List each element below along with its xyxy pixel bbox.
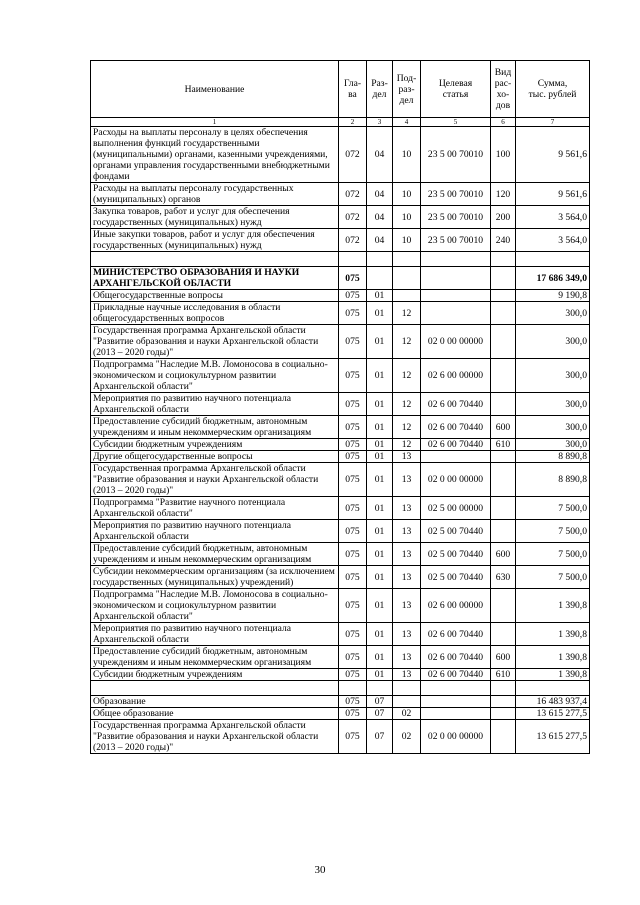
table-row xyxy=(91,463,590,497)
row-name: Субсидии некоммерческим организациям (за исключением государственных (муниципальных) учреждений) xyxy=(91,566,339,589)
table-row xyxy=(91,267,590,290)
column-number: 3 xyxy=(367,118,393,127)
row-podrazdel: 13 xyxy=(393,451,421,463)
table-row xyxy=(91,325,590,359)
table-row xyxy=(91,669,590,681)
table-row xyxy=(91,497,590,520)
row-amount: 7 500,0 xyxy=(516,566,590,589)
row-razdel: 01 xyxy=(367,302,393,325)
table-row xyxy=(91,708,590,720)
row-expense-type xyxy=(491,696,516,708)
table-row xyxy=(91,589,590,623)
row-name: Предоставление субсидий бюджетным, автономным учреждениям и иным некоммерческим организациям xyxy=(91,416,339,439)
row-target-article: 02 6 00 00000 xyxy=(421,589,491,623)
row-glava: 075 xyxy=(339,325,367,359)
column-number: 2 xyxy=(339,118,367,127)
row-razdel: 01 xyxy=(367,543,393,566)
budget-sheet xyxy=(90,60,589,754)
column-number: 7 xyxy=(516,118,590,127)
row-glava: 075 xyxy=(339,623,367,646)
row-name xyxy=(91,252,339,267)
row-target-article: 23 5 00 70010 xyxy=(421,206,491,229)
row-amount: 3 564,0 xyxy=(516,229,590,252)
row-target-article xyxy=(421,451,491,463)
row-podrazdel: 13 xyxy=(393,543,421,566)
row-amount: 1 390,8 xyxy=(516,589,590,623)
row-razdel: 01 xyxy=(367,463,393,497)
row-expense-type xyxy=(491,290,516,302)
row-expense-type xyxy=(491,302,516,325)
column-number: 5 xyxy=(421,118,491,127)
row-target-article: 02 6 00 00000 xyxy=(421,359,491,393)
row-expense-type xyxy=(491,393,516,416)
table-row xyxy=(91,566,590,589)
row-glava: 075 xyxy=(339,669,367,681)
row-expense-type xyxy=(491,463,516,497)
row-expense-type: 610 xyxy=(491,439,516,451)
row-glava: 072 xyxy=(339,127,367,183)
row-podrazdel: 02 xyxy=(393,720,421,754)
table-row xyxy=(91,229,590,252)
row-expense-type xyxy=(491,359,516,393)
row-target-article: 02 6 00 70440 xyxy=(421,393,491,416)
column-number-row xyxy=(91,118,590,127)
row-target-article: 02 5 00 70440 xyxy=(421,520,491,543)
row-razdel xyxy=(367,267,393,290)
row-razdel xyxy=(367,252,393,267)
table-row xyxy=(91,127,590,183)
row-podrazdel: 10 xyxy=(393,127,421,183)
table-row xyxy=(91,623,590,646)
row-glava: 075 xyxy=(339,359,367,393)
row-target-article: 02 6 00 70440 xyxy=(421,646,491,669)
row-podrazdel xyxy=(393,681,421,696)
row-razdel: 04 xyxy=(367,206,393,229)
row-glava: 075 xyxy=(339,708,367,720)
row-amount: 3 564,0 xyxy=(516,206,590,229)
row-glava: 075 xyxy=(339,720,367,754)
row-expense-type: 120 xyxy=(491,183,516,206)
row-amount xyxy=(516,681,590,696)
row-razdel: 07 xyxy=(367,720,393,754)
row-glava xyxy=(339,252,367,267)
row-glava: 072 xyxy=(339,229,367,252)
row-target-article xyxy=(421,681,491,696)
header-expense-type: Вид рас- хо- дов xyxy=(491,61,516,118)
row-podrazdel: 13 xyxy=(393,463,421,497)
row-glava: 075 xyxy=(339,416,367,439)
row-amount: 300,0 xyxy=(516,359,590,393)
row-name: Субсидии бюджетным учреждениям xyxy=(91,439,339,451)
row-name: Иные закупки товаров, работ и услуг для обеспечения государственных (муниципальных) нужд xyxy=(91,229,339,252)
row-expense-type xyxy=(491,708,516,720)
row-razdel: 01 xyxy=(367,646,393,669)
row-podrazdel: 13 xyxy=(393,669,421,681)
table-row xyxy=(91,416,590,439)
row-razdel: 01 xyxy=(367,393,393,416)
table-row xyxy=(91,720,590,754)
row-amount: 8 890,8 xyxy=(516,451,590,463)
row-expense-type: 600 xyxy=(491,646,516,669)
blank-row xyxy=(91,681,590,696)
row-target-article: 02 0 00 00000 xyxy=(421,463,491,497)
row-glava: 072 xyxy=(339,183,367,206)
row-target-article xyxy=(421,302,491,325)
row-amount: 16 483 937,4 xyxy=(516,696,590,708)
row-razdel: 01 xyxy=(367,439,393,451)
table-row xyxy=(91,646,590,669)
row-target-article: 02 5 00 70440 xyxy=(421,566,491,589)
row-glava: 075 xyxy=(339,290,367,302)
row-podrazdel xyxy=(393,267,421,290)
row-target-article: 23 5 00 70010 xyxy=(421,229,491,252)
row-glava: 075 xyxy=(339,520,367,543)
row-glava: 075 xyxy=(339,497,367,520)
row-expense-type xyxy=(491,325,516,359)
row-target-article: 02 6 00 70440 xyxy=(421,623,491,646)
row-amount: 300,0 xyxy=(516,393,590,416)
row-expense-type xyxy=(491,252,516,267)
row-expense-type: 600 xyxy=(491,543,516,566)
header-name: Наименование xyxy=(91,61,339,118)
row-target-article: 23 5 00 70010 xyxy=(421,127,491,183)
table-body xyxy=(91,127,590,754)
table-row xyxy=(91,206,590,229)
row-name: Расходы на выплаты персоналу в целях обеспечения выполнения функций государственными (муниципальными) органами, казенными учреждениями, органами управления государственными внебюджетными фондами xyxy=(91,127,339,183)
row-expense-type xyxy=(491,681,516,696)
row-target-article: 02 0 00 00000 xyxy=(421,720,491,754)
header-podrazdel: Под- раз- дел xyxy=(393,61,421,118)
row-name: Закупка товаров, работ и услуг для обеспечения государственных (муниципальных) нужд xyxy=(91,206,339,229)
row-podrazdel: 13 xyxy=(393,589,421,623)
row-target-article: 02 5 00 00000 xyxy=(421,497,491,520)
row-glava: 075 xyxy=(339,463,367,497)
page-number: 30 xyxy=(314,864,326,876)
table-row xyxy=(91,302,590,325)
row-name: Подпрограмма "Наследие М.В. Ломоносова в социально-экономическом и социокультурном развитии Архангельской области" xyxy=(91,359,339,393)
row-glava: 075 xyxy=(339,267,367,290)
row-amount: 13 615 277,5 xyxy=(516,720,590,754)
row-expense-type xyxy=(491,720,516,754)
header-razdel: Раз- дел xyxy=(367,61,393,118)
blank-row xyxy=(91,252,590,267)
row-name: Государственная программа Архангельской области "Развитие образования и науки Архангельской области (2013 – 2020 годы)" xyxy=(91,325,339,359)
row-podrazdel: 02 xyxy=(393,708,421,720)
row-name: Подпрограмма "Наследие М.В. Ломоносова в социально-экономическом и социокультурном развитии Архангельской области" xyxy=(91,589,339,623)
row-expense-type: 200 xyxy=(491,206,516,229)
row-podrazdel: 12 xyxy=(393,393,421,416)
row-razdel: 01 xyxy=(367,669,393,681)
table-row xyxy=(91,696,590,708)
row-expense-type: 240 xyxy=(491,229,516,252)
row-razdel xyxy=(367,681,393,696)
row-podrazdel: 10 xyxy=(393,183,421,206)
row-amount xyxy=(516,252,590,267)
row-name: Другие общегосударственные вопросы xyxy=(91,451,339,463)
row-amount: 9 561,6 xyxy=(516,183,590,206)
row-razdel: 07 xyxy=(367,696,393,708)
row-expense-type xyxy=(491,623,516,646)
budget-table xyxy=(90,60,590,754)
row-glava: 075 xyxy=(339,646,367,669)
row-expense-type: 610 xyxy=(491,669,516,681)
row-name: Прикладные научные исследования в области общегосударственных вопросов xyxy=(91,302,339,325)
row-glava: 075 xyxy=(339,451,367,463)
table-row xyxy=(91,359,590,393)
row-razdel: 07 xyxy=(367,708,393,720)
row-glava: 075 xyxy=(339,439,367,451)
header-amount: Сумма, тыс. рублей xyxy=(516,61,590,118)
row-amount: 1 390,8 xyxy=(516,669,590,681)
row-expense-type xyxy=(491,267,516,290)
row-amount: 300,0 xyxy=(516,439,590,451)
row-name: МИНИСТЕРСТВО ОБРАЗОВАНИЯ И НАУКИ АРХАНГЕЛЬСКОЙ ОБЛАСТИ xyxy=(91,267,339,290)
row-target-article: 02 5 00 70440 xyxy=(421,543,491,566)
row-target-article xyxy=(421,708,491,720)
row-expense-type xyxy=(491,497,516,520)
header-target-article: Целевая статья xyxy=(421,61,491,118)
row-expense-type xyxy=(491,520,516,543)
row-target-article xyxy=(421,252,491,267)
row-razdel: 01 xyxy=(367,497,393,520)
row-razdel: 04 xyxy=(367,229,393,252)
table-row xyxy=(91,393,590,416)
row-amount: 13 615 277,5 xyxy=(516,708,590,720)
column-number: 6 xyxy=(491,118,516,127)
table-row xyxy=(91,183,590,206)
row-name: Подпрограмма "Развитие научного потенциала Архангельской области" xyxy=(91,497,339,520)
row-name xyxy=(91,681,339,696)
row-glava: 072 xyxy=(339,206,367,229)
table-row xyxy=(91,520,590,543)
row-name: Мероприятия по развитию научного потенциала Архангельской области xyxy=(91,520,339,543)
row-glava xyxy=(339,681,367,696)
row-amount: 9 190,8 xyxy=(516,290,590,302)
row-razdel: 01 xyxy=(367,325,393,359)
row-target-article xyxy=(421,290,491,302)
row-expense-type: 630 xyxy=(491,566,516,589)
row-podrazdel: 13 xyxy=(393,497,421,520)
row-target-article: 02 6 00 70440 xyxy=(421,416,491,439)
row-amount: 17 686 349,0 xyxy=(516,267,590,290)
row-podrazdel: 12 xyxy=(393,359,421,393)
row-expense-type xyxy=(491,451,516,463)
row-razdel: 01 xyxy=(367,566,393,589)
row-amount: 9 561,6 xyxy=(516,127,590,183)
column-number: 4 xyxy=(393,118,421,127)
row-expense-type xyxy=(491,589,516,623)
row-glava: 075 xyxy=(339,696,367,708)
row-amount: 7 500,0 xyxy=(516,497,590,520)
row-razdel: 01 xyxy=(367,520,393,543)
row-name: Предоставление субсидий бюджетным, автономным учреждениям и иным некоммерческим организациям xyxy=(91,646,339,669)
row-razdel: 01 xyxy=(367,359,393,393)
row-target-article: 02 6 00 70440 xyxy=(421,669,491,681)
row-target-article: 02 6 00 70440 xyxy=(421,439,491,451)
row-razdel: 04 xyxy=(367,127,393,183)
row-target-article xyxy=(421,267,491,290)
row-name: Предоставление субсидий бюджетным, автономным учреждениям и иным некоммерческим организациям xyxy=(91,543,339,566)
header-row xyxy=(91,61,590,118)
row-podrazdel: 13 xyxy=(393,566,421,589)
row-podrazdel xyxy=(393,696,421,708)
row-name: Мероприятия по развитию научного потенциала Архангельской области xyxy=(91,393,339,416)
row-expense-type: 100 xyxy=(491,127,516,183)
table-row xyxy=(91,290,590,302)
row-amount: 1 390,8 xyxy=(516,646,590,669)
row-amount: 300,0 xyxy=(516,325,590,359)
table-row xyxy=(91,543,590,566)
row-amount: 300,0 xyxy=(516,302,590,325)
row-name: Общее образование xyxy=(91,708,339,720)
row-razdel: 01 xyxy=(367,416,393,439)
row-name: Расходы на выплаты персоналу государственных (муниципальных) органов xyxy=(91,183,339,206)
row-amount: 7 500,0 xyxy=(516,520,590,543)
column-number: 1 xyxy=(91,118,339,127)
row-name: Государственная программа Архангельской области "Развитие образования и науки Архангельской области (2013 – 2020 годы)" xyxy=(91,463,339,497)
row-razdel: 01 xyxy=(367,290,393,302)
row-podrazdel: 13 xyxy=(393,646,421,669)
row-razdel: 01 xyxy=(367,451,393,463)
row-glava: 075 xyxy=(339,589,367,623)
row-podrazdel: 12 xyxy=(393,416,421,439)
row-podrazdel xyxy=(393,252,421,267)
row-glava: 075 xyxy=(339,393,367,416)
row-target-article: 02 0 00 00000 xyxy=(421,325,491,359)
row-razdel: 01 xyxy=(367,589,393,623)
row-name: Общегосударственные вопросы xyxy=(91,290,339,302)
row-podrazdel: 13 xyxy=(393,623,421,646)
row-podrazdel: 12 xyxy=(393,325,421,359)
row-glava: 075 xyxy=(339,543,367,566)
row-razdel: 04 xyxy=(367,183,393,206)
table-row xyxy=(91,439,590,451)
row-podrazdel xyxy=(393,290,421,302)
row-podrazdel: 10 xyxy=(393,206,421,229)
row-podrazdel: 12 xyxy=(393,439,421,451)
row-name: Государственная программа Архангельской области "Развитие образования и науки Архангельской области (2013 – 2020 годы)" xyxy=(91,720,339,754)
row-podrazdel: 10 xyxy=(393,229,421,252)
row-podrazdel: 12 xyxy=(393,302,421,325)
table-row xyxy=(91,451,590,463)
row-podrazdel: 13 xyxy=(393,520,421,543)
row-target-article xyxy=(421,696,491,708)
row-amount: 1 390,8 xyxy=(516,623,590,646)
row-name: Субсидии бюджетным учреждениям xyxy=(91,669,339,681)
row-name: Образование xyxy=(91,696,339,708)
row-expense-type: 600 xyxy=(491,416,516,439)
row-target-article: 23 5 00 70010 xyxy=(421,183,491,206)
row-amount: 7 500,0 xyxy=(516,543,590,566)
row-amount: 300,0 xyxy=(516,416,590,439)
row-amount: 8 890,8 xyxy=(516,463,590,497)
row-razdel: 01 xyxy=(367,623,393,646)
row-name: Мероприятия по развитию научного потенциала Архангельской области xyxy=(91,623,339,646)
row-glava: 075 xyxy=(339,302,367,325)
header-glava: Гла- ва xyxy=(339,61,367,118)
row-glava: 075 xyxy=(339,566,367,589)
